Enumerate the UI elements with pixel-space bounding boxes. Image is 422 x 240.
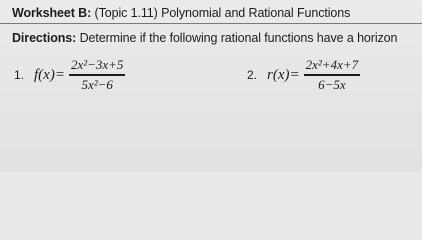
- worksheet-label: Worksheet B:: [12, 6, 92, 20]
- numerator: 2x²−3x+5: [70, 57, 124, 73]
- directions-label: Directions:: [12, 31, 77, 45]
- problem-1: [14, 55, 125, 95]
- rational-expression: [69, 57, 125, 92]
- directions: [12, 31, 397, 45]
- problem-2: [247, 55, 360, 95]
- numerator: 2x²+4x+7: [305, 57, 359, 73]
- title-divider: [0, 23, 422, 24]
- problem-number: 2.: [247, 68, 258, 82]
- rational-expression: [304, 57, 360, 92]
- function-lhs: r(x)=: [267, 66, 300, 83]
- function-lhs: f(x)=: [34, 66, 65, 83]
- denominator: 5x²−6: [81, 76, 113, 92]
- denominator: 6−5x: [318, 76, 346, 92]
- directions-text: Determine if the following rational functions have a horizon: [79, 31, 398, 45]
- worksheet-topic: (Topic 1.11) Polynomial and Rational Functions: [94, 6, 351, 20]
- problem-number: 1.: [14, 68, 25, 82]
- worksheet-title: [12, 6, 350, 20]
